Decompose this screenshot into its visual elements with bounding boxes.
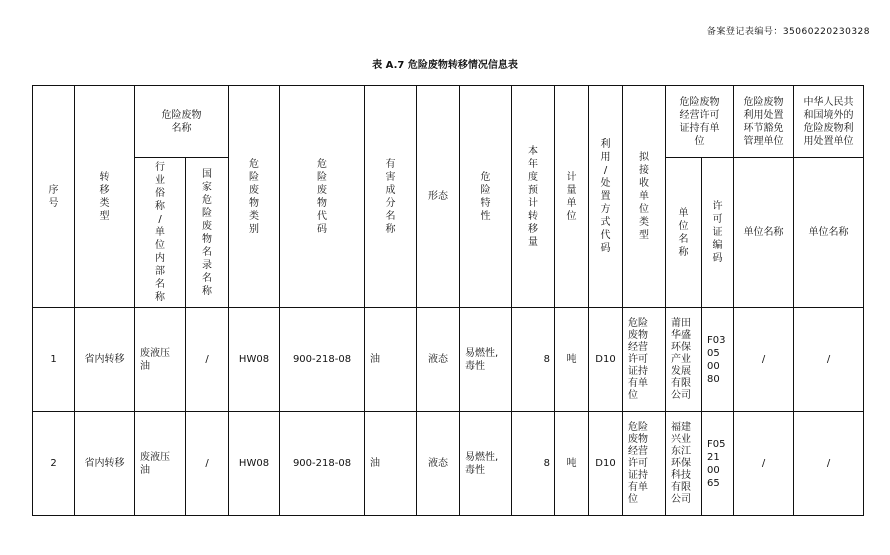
cell-license-no: F03050080 (702, 308, 734, 412)
cell-national-name: / (186, 412, 229, 516)
cell-code: 900-218-08 (280, 308, 365, 412)
table-row (33, 412, 864, 516)
cell-seq: 1 (33, 308, 75, 412)
cell-exempt-name: / (734, 412, 794, 516)
header-waste-name-group: 危险废物名称 (135, 86, 229, 158)
header-category: 危险废物类别 (229, 86, 280, 308)
header-licensed-name: 单位名称 (666, 158, 702, 308)
cell-receiver-type: 危险废物经营许可证持有单位 (623, 308, 666, 412)
cell-industry-name: 废液压油 (135, 308, 186, 412)
cell-industry-name: 废液压油 (135, 412, 186, 516)
header-seq: 序号 (33, 86, 75, 308)
cell-form: 液态 (417, 412, 460, 516)
cell-form: 液态 (417, 308, 460, 412)
cell-category: HW08 (229, 412, 280, 516)
header-code: 危险废物代码 (280, 86, 365, 308)
table-title: 表 A.7 危险废物转移情况信息表 (372, 60, 518, 71)
cell-overseas-name: / (794, 412, 864, 516)
cell-overseas-name: / (794, 308, 864, 412)
header-exempt-name: 单位名称 (734, 158, 794, 308)
cell-seq: 2 (33, 412, 75, 516)
cell-annual-amount: 8 (512, 308, 555, 412)
cell-annual-amount: 8 (512, 412, 555, 516)
cell-unit: 吨 (555, 308, 589, 412)
transfer-info-table (32, 85, 864, 516)
table-row (33, 308, 864, 412)
header-industry-name: 行业俗称/单位内部名称 (135, 158, 186, 308)
header-exempt-group: 危险废物利用处置环节豁免管理单位 (734, 86, 794, 158)
cell-harmful: 油 (365, 308, 417, 412)
header-licensed-group: 危险废物经营许可证持有单位 (666, 86, 734, 158)
header-national-name: 国家危险废物名录名称 (186, 158, 229, 308)
cell-transfer-type: 省内转移 (75, 412, 135, 516)
cell-hazard: 易燃性,毒性 (460, 412, 512, 516)
header-hazard: 危险特性 (460, 86, 512, 308)
cell-exempt-name: / (734, 308, 794, 412)
cell-license-no: F05210065 (702, 412, 734, 516)
cell-category: HW08 (229, 308, 280, 412)
cell-licensed-name: 福建兴业东江环保科技有限公司 (666, 412, 702, 516)
header-method-code: 利用/处置方式代码 (589, 86, 623, 308)
cell-national-name: / (186, 308, 229, 412)
cell-harmful: 油 (365, 412, 417, 516)
cell-unit: 吨 (555, 412, 589, 516)
header-unit: 计量单位 (555, 86, 589, 308)
cell-method-code: D10 (589, 412, 623, 516)
header-annual-amount: 本年度预计转移量 (512, 86, 555, 308)
cell-receiver-type: 危险废物经营许可证持有单位 (623, 412, 666, 516)
header-transfer-type: 转移类型 (75, 86, 135, 308)
header-receiver-type: 拟接收单位类型 (623, 86, 666, 308)
cell-licensed-name: 莆田华盛环保产业发展有限公司 (666, 308, 702, 412)
cell-hazard: 易燃性,毒性 (460, 308, 512, 412)
header-form: 形态 (417, 86, 460, 308)
header-harmful: 有害成分名称 (365, 86, 417, 308)
cell-method-code: D10 (589, 308, 623, 412)
cell-code: 900-218-08 (280, 412, 365, 516)
header-overseas-name: 单位名称 (794, 158, 864, 308)
header-overseas-group: 中华人民共和国境外的危险废物利用处置单位 (794, 86, 864, 158)
cell-transfer-type: 省内转移 (75, 308, 135, 412)
record-number: 备案登记表编号：35060220230328 (706, 27, 870, 37)
header-license-no: 许可证编码 (702, 158, 734, 308)
